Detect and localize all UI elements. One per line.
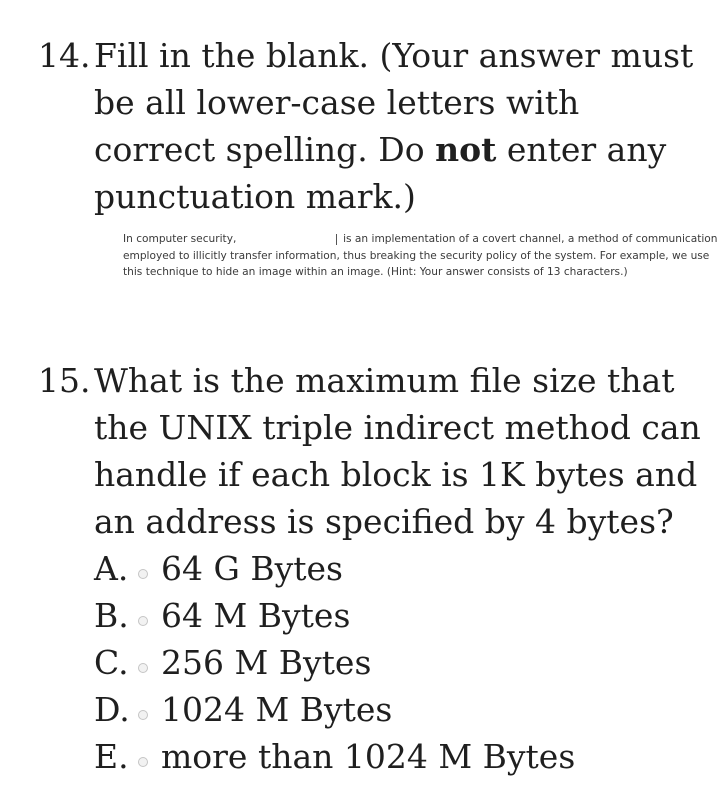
option-label: 1024 M Bytes bbox=[161, 690, 393, 729]
prompt-emphasis: not bbox=[435, 130, 497, 169]
prompt-text-before: Fill in the blank. (Your answer must be all lower-case letters with correct spelling. Do bbox=[94, 36, 694, 169]
question-number: 14. bbox=[38, 36, 91, 75]
question-14 bbox=[38, 32, 710, 220]
radio-button[interactable] bbox=[138, 663, 148, 673]
option-label: more than 1024 M Bytes bbox=[161, 737, 576, 776]
sentence-before: In computer security, bbox=[123, 233, 237, 245]
option-label: 64 G Bytes bbox=[161, 549, 343, 588]
question-15 bbox=[38, 357, 710, 780]
option-letter: E. bbox=[94, 737, 129, 776]
option-label: 256 M Bytes bbox=[161, 643, 372, 682]
option-letter: C. bbox=[94, 643, 129, 682]
option-c[interactable] bbox=[94, 639, 710, 686]
question-prompt bbox=[94, 32, 710, 220]
sentence-after: is an implementation of a covert channel, a method of communication employed to illicitly transfer information, thus breaking the security policy of the system. For example, we use this technique to hide an image within an image. (Hint: Your answer consists of 13 characters.) bbox=[123, 233, 718, 278]
blank-answer-input[interactable] bbox=[240, 234, 337, 245]
option-e[interactable] bbox=[94, 733, 710, 780]
fill-in-blank-sentence bbox=[123, 231, 718, 281]
option-letter: D. bbox=[94, 690, 130, 729]
option-label: 64 M Bytes bbox=[161, 596, 351, 635]
radio-button[interactable] bbox=[138, 569, 148, 579]
option-a[interactable] bbox=[94, 545, 710, 592]
option-d[interactable] bbox=[94, 686, 710, 733]
radio-button[interactable] bbox=[138, 616, 148, 626]
radio-button[interactable] bbox=[138, 710, 148, 720]
option-letter: A. bbox=[94, 549, 129, 588]
radio-button[interactable] bbox=[138, 757, 148, 767]
option-letter: B. bbox=[94, 596, 129, 635]
answer-options bbox=[94, 545, 710, 780]
prompt-text-after: enter any punctuation mark.) bbox=[94, 130, 667, 216]
option-b[interactable] bbox=[94, 592, 710, 639]
question-prompt: What is the maximum file size that the UNIX triple indirect method can handle if each block is 1K bytes and an address is specified by 4 bytes? bbox=[94, 361, 701, 541]
question-number: 15. bbox=[38, 361, 91, 400]
